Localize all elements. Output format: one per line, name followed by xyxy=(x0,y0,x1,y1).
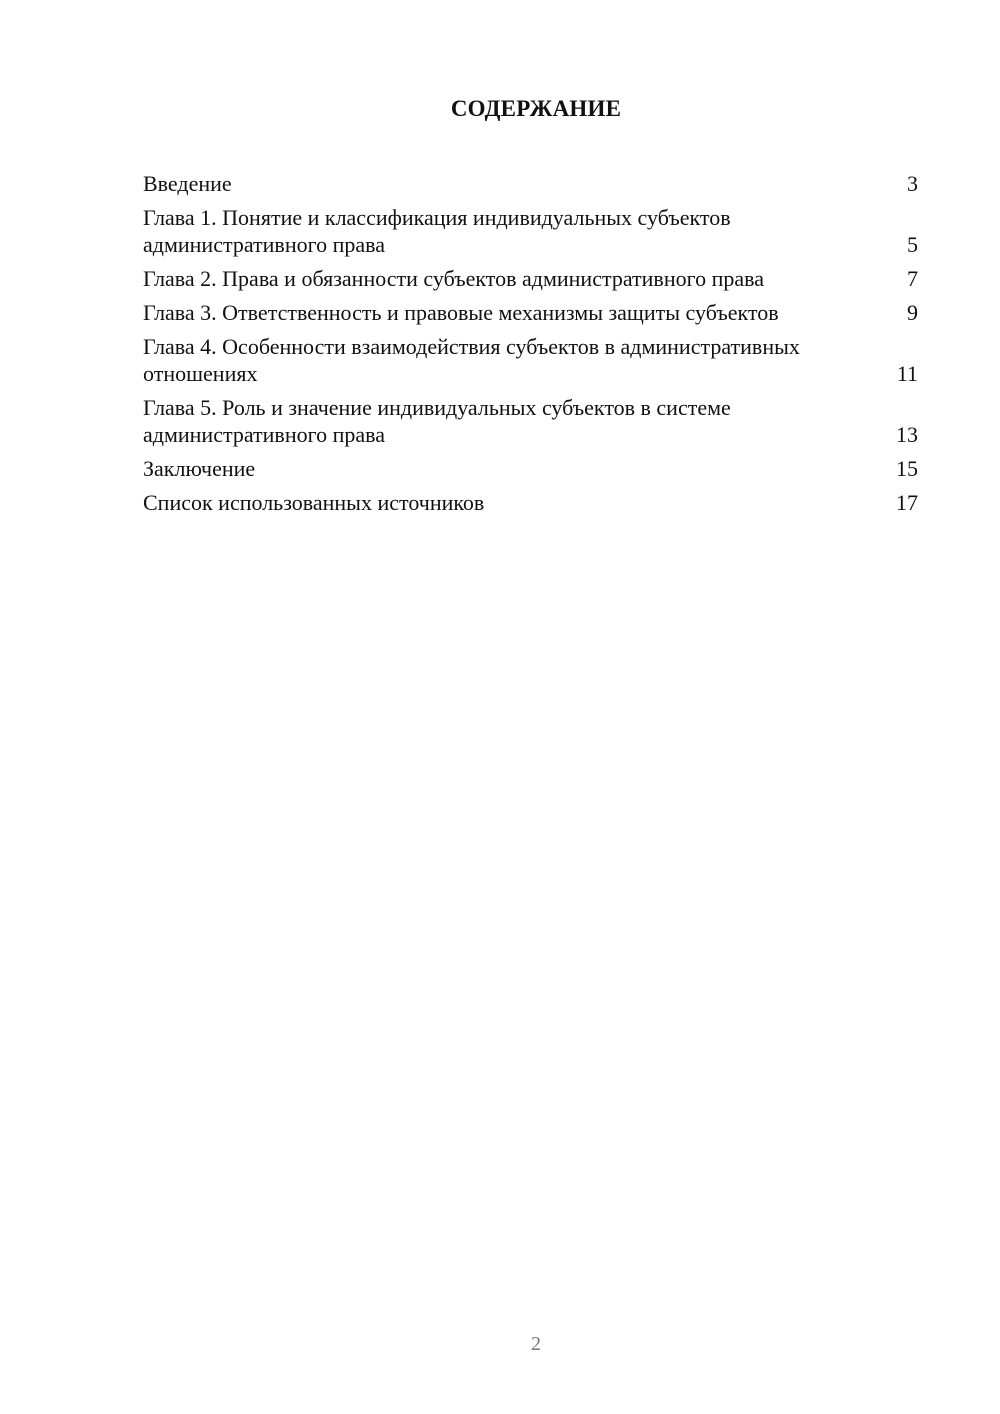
toc-entry-text: Глава 4. Особенности взаимодействия субъектов в административных отношениях xyxy=(143,334,800,386)
table-of-contents xyxy=(143,170,918,523)
toc-entry-text: Глава 1. Понятие и классификация индивидуальных субъектов административного права xyxy=(143,205,731,257)
toc-entry-chapter-4[interactable] xyxy=(143,333,918,387)
toc-entry-page: 9 xyxy=(907,300,918,325)
toc-entry-page: 13 xyxy=(896,422,918,447)
toc-entry-chapter-1[interactable] xyxy=(143,204,918,258)
toc-entry-page: 5 xyxy=(907,232,918,257)
toc-entry-text: Глава 2. Права и обязанности субъектов административного права xyxy=(143,266,764,291)
toc-entry-text: Глава 5. Роль и значение индивидуальных субъектов в системе административного права xyxy=(143,395,731,447)
page-number: 2 xyxy=(531,1333,541,1355)
toc-entry-page: 17 xyxy=(896,490,918,515)
toc-entry-chapter-3[interactable] xyxy=(143,299,918,326)
toc-entry-page: 3 xyxy=(907,171,918,196)
toc-entry-introduction[interactable] xyxy=(143,170,918,197)
toc-entry-page: 15 xyxy=(896,456,918,481)
toc-entry-text: Введение xyxy=(143,171,232,196)
toc-entry-chapter-5[interactable] xyxy=(143,394,918,448)
toc-entry-references[interactable] xyxy=(143,489,918,516)
toc-entry-conclusion[interactable] xyxy=(143,455,918,482)
toc-entry-text: Глава 3. Ответственность и правовые механизмы защиты субъектов xyxy=(143,300,779,325)
toc-entry-page: 11 xyxy=(896,361,918,386)
toc-entry-chapter-2[interactable] xyxy=(143,265,918,292)
toc-entry-text: Список использованных источников xyxy=(143,490,485,515)
toc-entry-page: 7 xyxy=(907,266,918,291)
toc-title: СОДЕРЖАНИЕ xyxy=(450,96,622,121)
toc-entry-text: Заключение xyxy=(143,456,256,481)
